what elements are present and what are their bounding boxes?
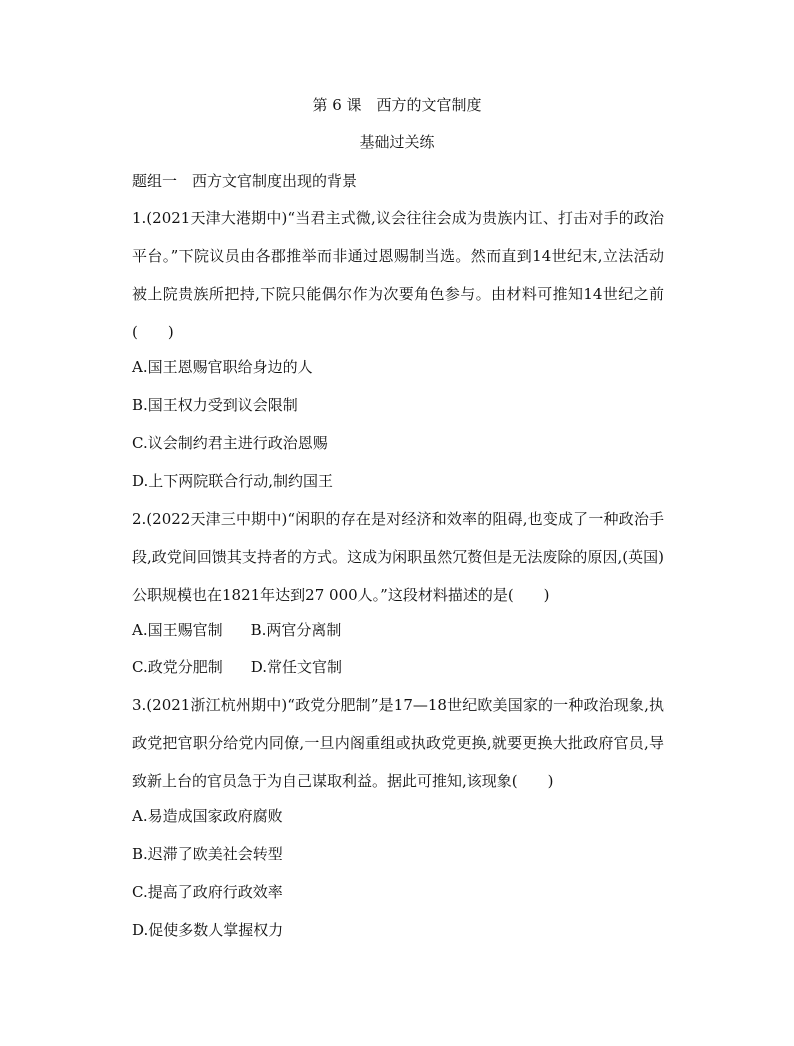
- question-3-option-d: D.促使多数人掌握权力: [132, 921, 284, 939]
- question-3-option-a: A.易造成国家政府腐败: [132, 807, 283, 825]
- question-2-option-c: C.政党分肥制: [132, 658, 223, 676]
- question-2-option-a: A.国王赐官制: [132, 621, 223, 639]
- question-2-options-row-2: [132, 657, 342, 677]
- question-3-option-c: C.提高了政府行政效率: [132, 883, 283, 901]
- section-subtitle: 基础过关练: [359, 133, 435, 151]
- question-2-option-b: B.两官分离制: [250, 621, 342, 639]
- question-3-text: 3.(2021浙江杭州期中)“政党分肥制”是17—18世纪欧美国家的一种政治现象,执政党把官职分给党内同僚,一旦内阁重组或执政党更换,就要更换大批政府官员,导致新上台的官员急于为自己谋取利益。据此可推知,该现象( ): [132, 696, 664, 790]
- lesson-title: 第 6 课 西方的文官制度: [312, 96, 482, 114]
- question-2-text: 2.(2022天津三中期中)“闲职的存在是对经济和效率的阻碍,也变成了一种政治手段,政党间回馈其支持者的方式。这成为闲职虽然冗赘但是无法废除的原因,(英国)公职规模也在1821年达到27 000人。”这段材料描述的是( ): [132, 510, 664, 604]
- question-1-option-c: C.议会制约君主进行政治恩赐: [132, 434, 328, 452]
- question-2-option-d: D.常任文官制: [250, 658, 342, 676]
- question-1-option-a: A.国王恩赐官职给身边的人: [132, 358, 313, 376]
- question-1-text: 1.(2021天津大港期中)“当君主式微,议会往往会成为贵族内讧、打击对手的政治平台。”下院议员由各郡推举而非通过恩赐制当选。然而直到14世纪末,立法活动被上院贵族所把持,下院只能偶尔作为次要角色参与。由材料可推知14世纪之前( ): [132, 209, 664, 341]
- question-1-option-b: B.国王权力受到议会限制: [132, 396, 298, 414]
- question-3-option-b: B.迟滞了欧美社会转型: [132, 845, 283, 863]
- question-1-option-d: D.上下两院联合行动,制约国王: [132, 472, 334, 490]
- question-2-options-row-1: [132, 620, 341, 640]
- question-group-heading: 题组一 西方文官制度出现的背景: [132, 172, 358, 190]
